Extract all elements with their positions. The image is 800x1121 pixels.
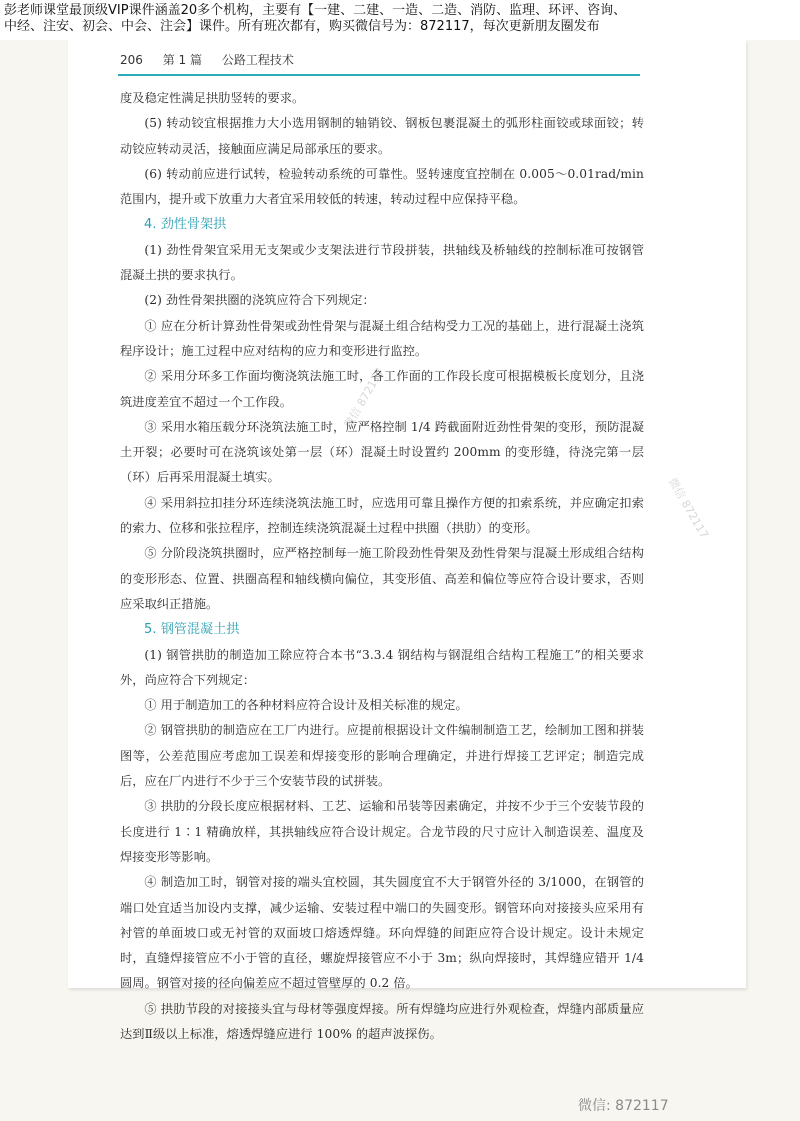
promo-banner — [0, 0, 800, 40]
paragraph: (5) 转动铰宜根据推力大小选用钢制的轴销铰、钢板包裹混凝土的弧形柱面铰或球面铰；转动铰应转动灵活，接触面应满足局部承压的要求。 — [120, 116, 644, 156]
chapter-title: 公路工程技术 — [221, 53, 294, 67]
paragraph: ④ 制造加工时，钢管对接的端头宜校圆，其失圆度宜不大于钢管外径的 3/1000，在钢管的端口处宜适当加设内支撑，减少运输、安装过程中端口的失圆变形。钢管环向对接接头应采用有衬管的单面坡口或无衬管的双面坡口熔透焊缝。环向焊缝的间距应符合设计规定。设计未规定时，直缝焊接管应不小于管的直径，螺旋焊接管应不小于 3m；纵向焊接时，其焊缝应错开 1/4 圆周。钢管对接的径向偏差应不超过管壁厚的 0.2 倍。 — [120, 875, 644, 991]
page-body — [120, 86, 644, 1047]
paragraph: ③ 拱肋的分段长度应根据材料、工艺、运输和吊装等因素确定，并按不少于三个安装节段的长度进行 1∶1 精确放样，其拱轴线应符合设计规定。合龙节段的尺寸应计入制造误差、温度及焊接变形等影响。 — [120, 799, 644, 864]
running-header — [120, 51, 680, 68]
watermark: 微信 872117 — [665, 475, 711, 541]
paragraph: ② 钢管拱肋的制造应在工厂内进行。应提前根据设计文件编制制造工艺，绘制加工图和拼装图等，公差范围应考虑加工误差和焊接变形的影响合理确定，并进行焊接工艺评定；制造完成后，应在厂内进行不少于三个安装节段的试拼装。 — [120, 723, 644, 789]
banner-line-1: 彭老师课堂最顶级VIP课件涵盖20多个机构，主要有【一建、二建、一造、二造、消防、监理、环评、咨询、 — [4, 3, 627, 18]
section-heading-5: 5. 钢管混凝土拱 — [144, 622, 240, 638]
paragraph: ⑤ 分阶段浇筑拱圈时，应严格控制每一施工阶段劲性骨架及劲性骨架与混凝土形成组合结构的变形形态、位置、拱圈高程和轴线横向偏位，其变形值、高差和偏位等应符合设计要求，否则应采取纠正措施。 — [120, 546, 644, 611]
header-rule — [118, 74, 640, 76]
paragraph: 度及稳定性满足拱肋竖转的要求。 — [120, 91, 305, 105]
paragraph: ③ 采用水箱压载分环浇筑法施工时，应严格控制 1/4 跨截面附近劲性骨架的变形，预防混凝土开裂；必要时可在浇筑该处第一层（环）混凝土时设置约 200mm 的变形缝，待浇完第一层（环）后再采用混凝土填实。 — [120, 419, 644, 485]
paragraph: ② 采用分环多工作面均衡浇筑法施工时，各工作面的工作段长度可根据模板长度划分，且浇筑进度差宜不超过一个工作段。 — [120, 369, 644, 409]
paragraph: ⑤ 拱肋节段的对接接头宜与母材等强度焊接。所有焊缝均应进行外观检查，焊缝内部质量应达到Ⅱ级以上标准，熔透焊缝应进行 100% 的超声波探伤。 — [120, 1001, 644, 1041]
section-heading-4: 4. 劲性骨架拱 — [144, 217, 227, 233]
paragraph: ④ 采用斜拉扣挂分环连续浇筑法施工时，应选用可靠且操作方便的扣索系统，并应确定扣索的索力、位移和张拉程序，控制连续浇筑混凝土过程中拱圈（拱肋）的变形。 — [120, 495, 644, 536]
part-label: 第 1 篇 — [162, 53, 202, 67]
watermark: 微信 872117 — [341, 365, 387, 431]
paragraph: (2) 劲性骨架拱圈的浇筑应符合下列规定： — [144, 293, 375, 308]
page-number: 206 — [120, 53, 143, 67]
banner-line-2: 中经、注安、初会、中会、注会】课件。所有班次都有，购买微信号为：872117，每次更新朋友圈发布 — [4, 19, 600, 34]
paragraph: ① 应在分析计算劲性骨架或劲性骨架与混凝土组合结构受力工况的基础上，进行混凝土浇筑程序设计；施工过程中应对结构的应力和变形进行监控。 — [120, 318, 644, 358]
paragraph: (1) 钢管拱肋的制造加工除应符合本书“3.3.4 钢结构与钢混组合结构工程施工”的相关要求外，尚应符合下列规定： — [120, 647, 644, 687]
paragraph: (6) 转动前应进行试转，检验转动系统的可靠性。竖转速度宜控制在 0.005～0.01rad/min 范围内，提升或下放重力大者宜采用较低的转速，转动过程中应保持平稳。 — [120, 166, 644, 207]
paragraph: (1) 劲性骨架宜采用无支架或少支架法进行节段拼装，拱轴线及桥轴线的控制标准可按钢管混凝土拱的要求执行。 — [120, 242, 644, 283]
paragraph: ① 用于制造加工的各种材料应符合设计及相关标准的规定。 — [144, 698, 468, 713]
footer-watermark: 微信: 872117 — [578, 1098, 669, 1114]
